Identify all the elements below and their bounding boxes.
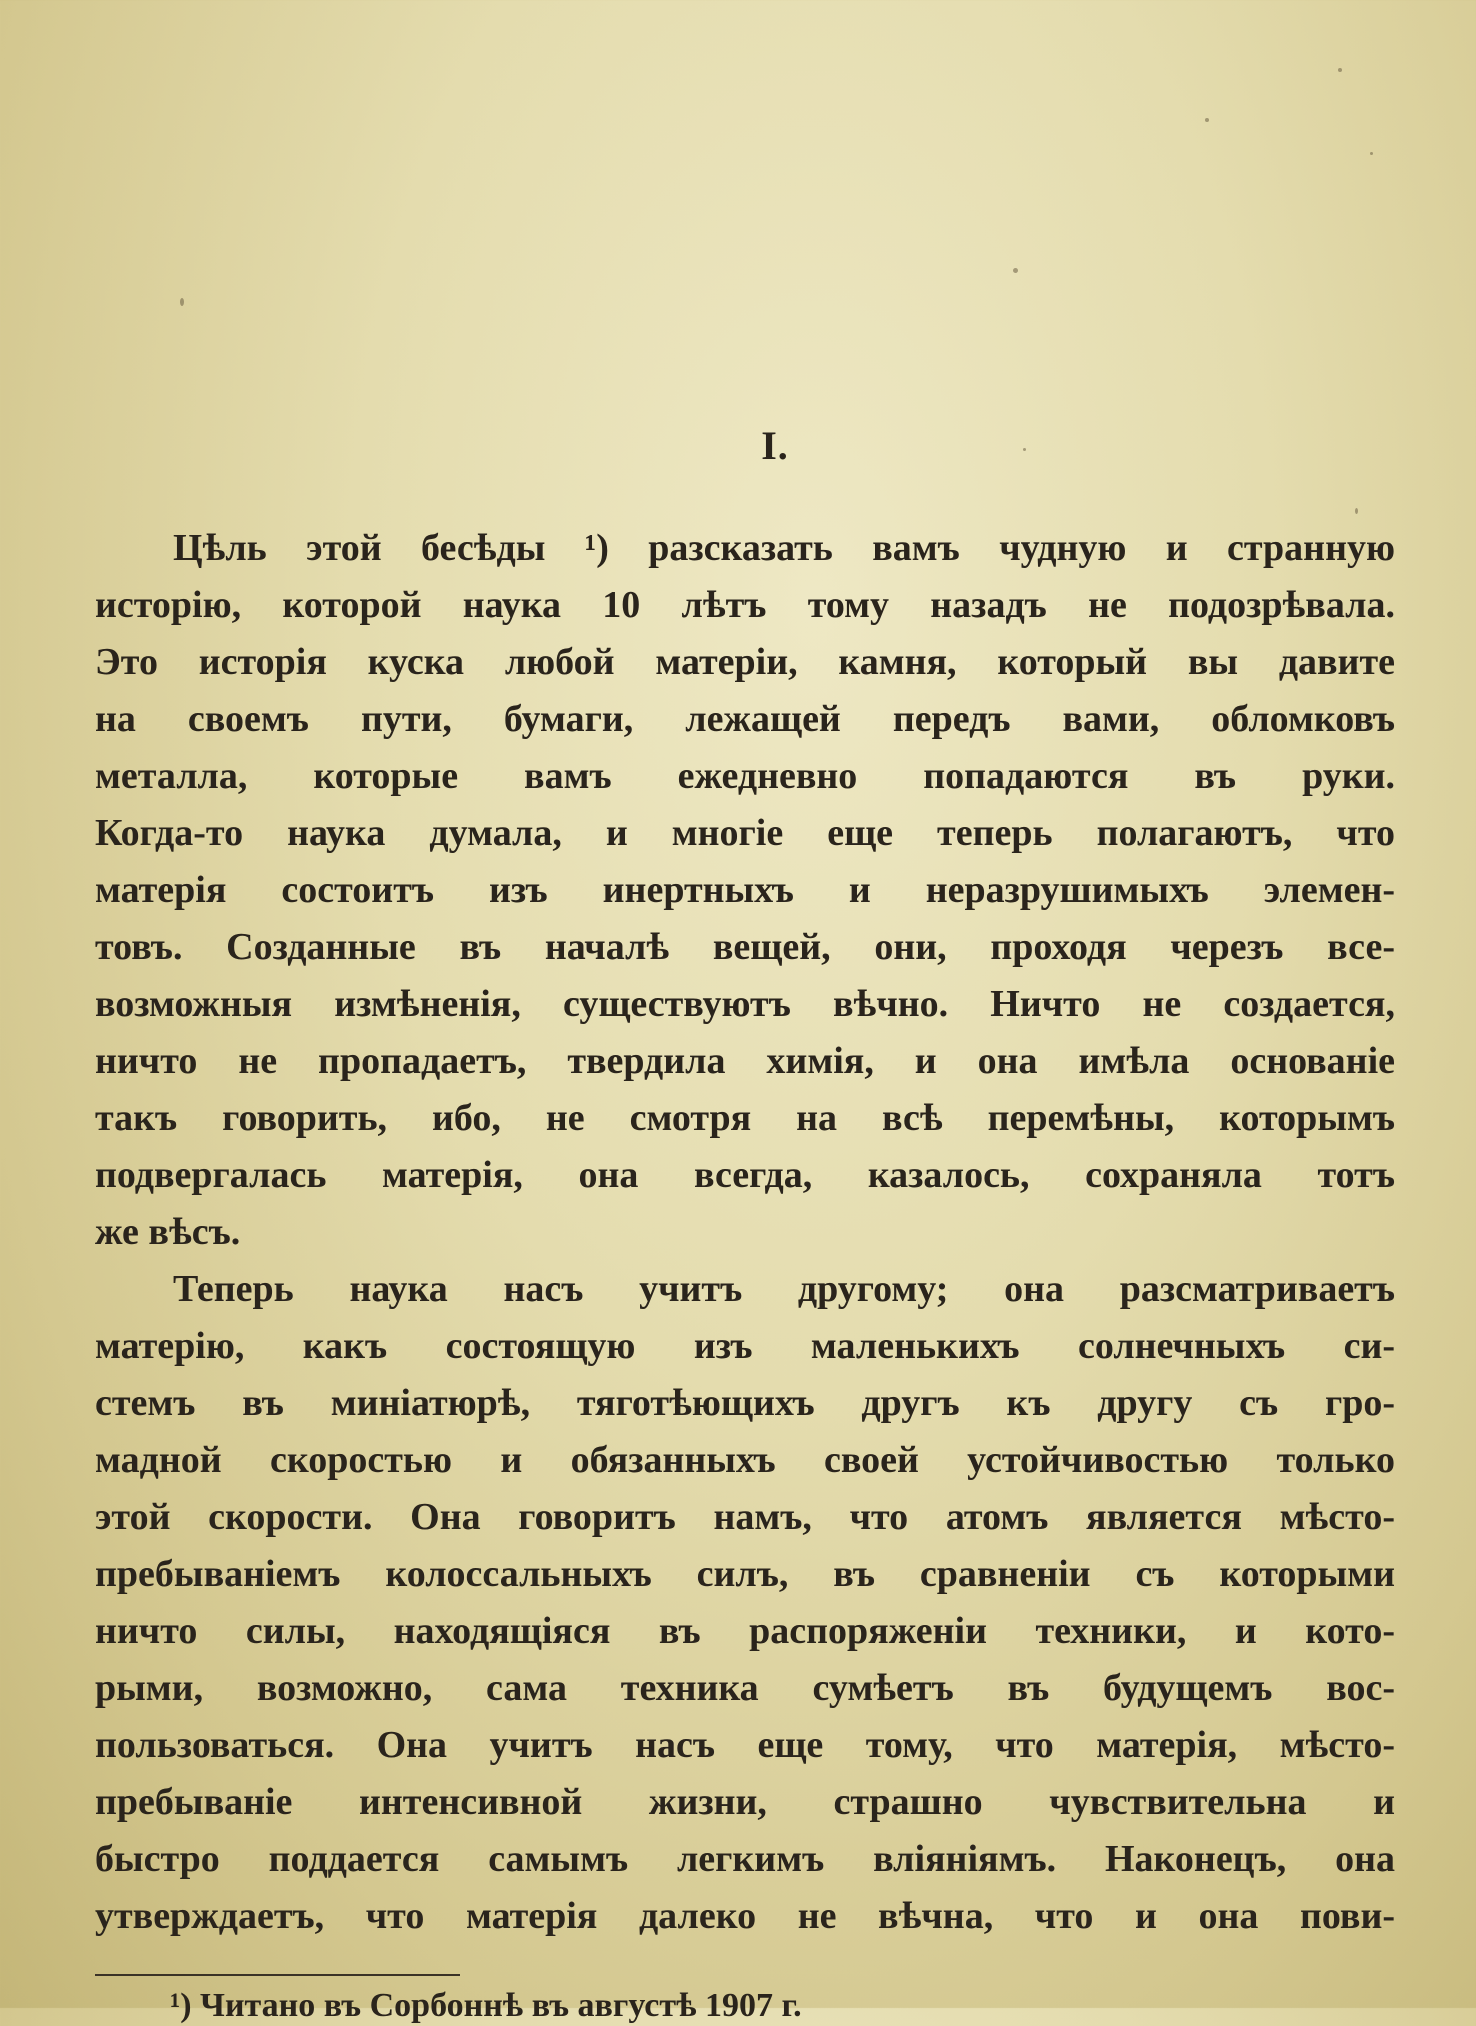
text-line: подвергалась матерія, она всегда, казалось, сохраняла тотъ [95, 1154, 1395, 1196]
text-line: матерію, какъ состоящую изъ маленькихъ солнечныхъ си- [95, 1325, 1395, 1367]
text-line: Цѣль этой бесѣды ¹) разсказать вамъ чудную и странную [173, 527, 1395, 569]
text-line: рыми, возможно, сама техника сумѣетъ въ будущемъ вос- [95, 1667, 1395, 1709]
text-line: пребываніемъ колоссальныхъ силъ, въ сравненіи съ которыми [95, 1553, 1395, 1595]
paper-speck [1370, 152, 1373, 155]
text-line: матерія состоитъ изъ инертныхъ и неразрушимыхъ элемен- [95, 869, 1395, 911]
text-line: утверждаетъ, что матерія далеко не вѣчна, что и она пови- [95, 1895, 1395, 1937]
text-line: возможныя измѣненія, существуютъ вѣчно. Ничто не создается, [95, 983, 1395, 1025]
text-line: пребываніе интенсивной жизни, страшно чувствительна и [95, 1781, 1395, 1823]
text-line: металла, которые вамъ ежедневно попадаются въ руки. [95, 755, 1395, 797]
body-text [95, 520, 1395, 1945]
text-line: быстро поддается самымъ легкимъ вліяніямъ. Наконецъ, она [95, 1838, 1395, 1880]
text-line: исторію, которой наука 10 лѣтъ тому назадъ не подозрѣвала. [95, 584, 1395, 626]
text-line: стемъ въ миніатюрѣ, тяготѣющихъ другъ къ другу съ гро- [95, 1382, 1395, 1424]
text-line: на своемъ пути, бумаги, лежащей передъ вами, обломковъ [95, 698, 1395, 740]
text-line: такъ говорить, ибо, не смотря на всѣ перемѣны, которымъ [95, 1097, 1395, 1139]
text-line: ничто не пропадаетъ, твердила химія, и она имѣла основаніе [95, 1040, 1395, 1082]
footnote: ¹) Читано въ Сорбоннѣ въ августѣ 1907 г. [170, 1987, 802, 2024]
text-line: этой скорости. Она говоритъ намъ, что атомъ является мѣсто- [95, 1496, 1395, 1538]
footnote-rule [95, 1974, 460, 1976]
text-line: мадной скоростью и обязанныхъ своей устойчивостью только [95, 1439, 1395, 1481]
text-line: Когда-то наука думала, и многіе еще теперь полагаютъ, что [95, 812, 1395, 854]
text-line: Это исторія куска любой матеріи, камня, который вы давите [95, 641, 1395, 683]
paper-speck [180, 298, 184, 306]
text-line: товъ. Созданные въ началѣ вещей, они, проходя черезъ все- [95, 926, 1395, 968]
paper-speck [1355, 508, 1358, 514]
text-line: же вѣсъ. [95, 1211, 241, 1253]
text-line: ничто силы, находящіяся въ распоряженіи техники, и кото- [95, 1610, 1395, 1652]
paper-speck [1013, 268, 1018, 273]
paper-speck [1338, 68, 1342, 72]
chapter-heading: I. [761, 423, 789, 468]
text-line: Теперь наука насъ учитъ другому; она разсматриваетъ [173, 1268, 1395, 1310]
paper-speck [1205, 118, 1209, 122]
text-line: пользоваться. Она учитъ насъ еще тому, что матерія, мѣсто- [95, 1724, 1395, 1766]
